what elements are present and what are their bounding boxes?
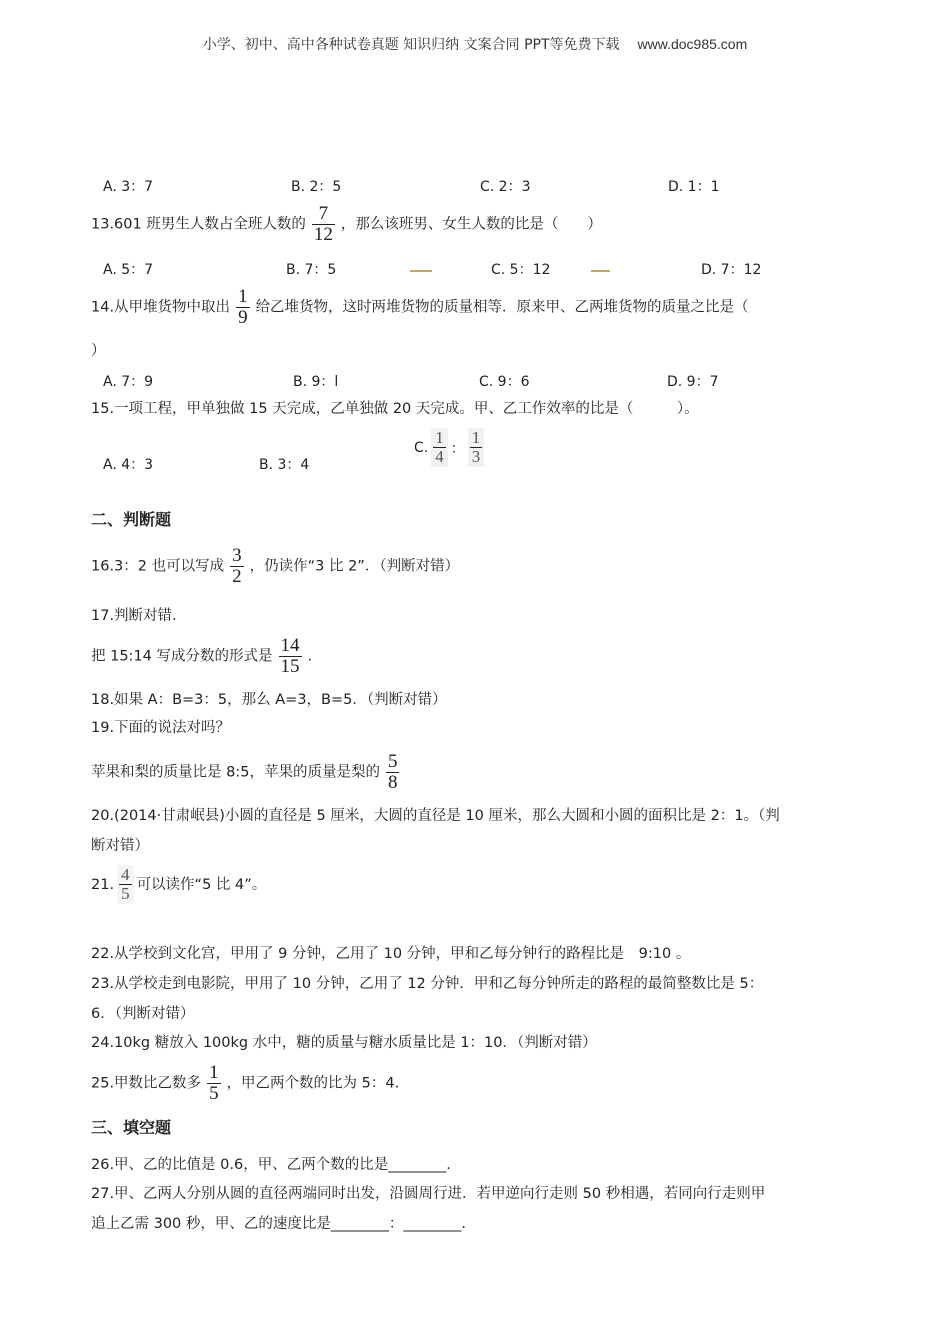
q27-line-1: 27.甲、乙两人分别从圆的直径两端同时出发，沿圆周行进．若甲逆向行走则 50 秒相遇，若同向行走则甲 xyxy=(91,1186,766,1202)
q13-option-a: A. 5：7 xyxy=(103,262,154,278)
q16-fraction xyxy=(230,546,244,587)
question-16 xyxy=(91,546,459,587)
q13-option-c: C. 5：12 xyxy=(491,262,551,278)
q19-fraction xyxy=(386,752,400,793)
q23-line-1: 23.从学校走到电影院，甲用了 10 分钟，乙用了 12 分钟．甲和乙每分钟所走的路程的最简整数比是 5： xyxy=(91,976,764,992)
question-17 xyxy=(91,636,312,677)
q14-text-post: 给乙堆货物，这时两堆货物的质量相等．原来甲、乙两堆货物的质量之比是（ xyxy=(255,299,749,316)
question-13 xyxy=(91,204,602,245)
q25-frac-den: 5 xyxy=(209,1083,219,1104)
q21-text-post: 可以读作“5 比 4”。 xyxy=(136,876,267,893)
q15-c-frac2-num: 1 xyxy=(471,428,481,447)
q16-frac-den: 2 xyxy=(232,566,242,587)
section-2-heading: 二、判断题 xyxy=(91,510,172,529)
q20-line-2: 断对错） xyxy=(91,838,149,854)
q13-frac-den: 12 xyxy=(313,224,333,245)
q14-option-a: A. 7：9 xyxy=(103,374,154,390)
q25-fraction xyxy=(207,1063,221,1104)
q20-line-1: 20.(2014·甘肃岷县)小圆的直径是 5 厘米，大圆的直径是 10 厘米，那么大圆和小圆的面积比是 2：1。（判 xyxy=(91,808,780,824)
q15-c-separator: ： xyxy=(450,440,465,457)
question-15: 15.一项工程，甲单独做 15 天完成，乙单独做 20 天完成。甲、乙工作效率的比是（ ）。 xyxy=(91,401,699,417)
q25-text-post: ，甲乙两个数的比为 5：4. xyxy=(226,1075,400,1092)
q19-frac-num: 5 xyxy=(387,751,398,772)
q13-frac-num: 7 xyxy=(318,203,329,224)
q17-frac-num: 14 xyxy=(280,635,300,656)
q21-fraction xyxy=(117,865,134,904)
q12-option-c: C. 2：3 xyxy=(480,179,531,195)
q13-option-d: D. 7：12 xyxy=(701,262,762,278)
q17-text-pre: 把 15:14 写成分数的形式是 xyxy=(91,648,273,665)
q17-text-post: . xyxy=(307,648,313,665)
section-3-heading: 三、填空题 xyxy=(91,1118,172,1137)
q17-line-1: 17.判断对错. xyxy=(91,608,177,624)
q15-option-a: A. 4：3 xyxy=(103,457,154,473)
question-18: 18.如果 A：B=3：5，那么 A=3，B=5．（判断对错） xyxy=(91,692,447,708)
q13-text-pre: 13.601 班男生人数占全班人数的 xyxy=(91,216,306,233)
q14-frac-num: 1 xyxy=(238,286,248,307)
q14-option-c: C. 9：6 xyxy=(479,374,530,390)
q16-text-pre: 16.3：2 也可以写成 xyxy=(91,558,225,575)
q14-option-d: D. 9：7 xyxy=(667,374,719,390)
q13-option-b: B. 7：5 xyxy=(286,262,337,278)
page-header xyxy=(0,34,950,54)
q14-text-pre: 14.从甲堆货物中取出 xyxy=(91,299,231,316)
q19-frac-den: 8 xyxy=(387,772,398,793)
question-14 xyxy=(91,287,749,328)
q17-fraction xyxy=(279,636,302,677)
q15-c-fraction-2 xyxy=(468,428,485,467)
q12-option-a: A. 3：7 xyxy=(103,179,154,195)
q25-frac-num: 1 xyxy=(209,1062,219,1083)
header-url: www.doc985.com xyxy=(637,36,748,52)
question-22: 22.从学校到文化宫，甲用了 9 分钟，乙用了 10 分钟，甲和乙每分钟行的路程比是 9:10 。 xyxy=(91,946,691,962)
q19-text-pre: 苹果和梨的质量比是 8:5，苹果的质量是梨的 xyxy=(91,764,380,781)
q13-text-post: ，那么该班男、女生人数的比是（ ） xyxy=(340,216,602,233)
q27-line-2: 追上乙需 300 秒，甲、乙的速度比是________：________. xyxy=(91,1216,467,1232)
q12-option-b: B. 2：5 xyxy=(291,179,342,195)
q15-option-c-label: C. xyxy=(414,439,429,456)
q15-c-frac1-den: 4 xyxy=(435,447,444,466)
q14-text-post2: ） xyxy=(91,343,106,359)
q15-c-frac2-den: 3 xyxy=(471,447,481,466)
decorative-mark xyxy=(591,270,610,272)
question-25 xyxy=(91,1063,399,1104)
q23-line-2: 6．（判断对错） xyxy=(91,1006,195,1022)
q13-fraction xyxy=(312,204,335,245)
q19-line-1: 19.下面的说法对吗？ xyxy=(91,720,231,736)
q12-option-d: D. 1：1 xyxy=(668,179,720,195)
q16-frac-num: 3 xyxy=(232,545,242,566)
q14-frac-den: 9 xyxy=(238,307,248,328)
question-24: 24.10kg 糖放入 100kg 水中，糖的质量与糖水质量比是 1：10．（判断对错） xyxy=(91,1035,597,1051)
decorative-mark xyxy=(410,270,432,272)
q15-option-c xyxy=(414,428,487,467)
q14-fraction xyxy=(236,287,250,328)
q25-text-pre: 25.甲数比乙数多 xyxy=(91,1075,202,1092)
question-19 xyxy=(91,752,405,793)
q16-text-post: ，仍读作“3 比 2”．（判断对错） xyxy=(249,558,460,575)
q21-number: 21. xyxy=(91,876,115,893)
header-text: 小学、初中、高中各种试卷真题 知识归纳 文案合同 PPT等免费下载 xyxy=(202,37,620,53)
q17-frac-den: 15 xyxy=(280,656,300,677)
q14-option-b: B. 9：l xyxy=(293,374,339,390)
q15-c-frac1-num: 1 xyxy=(435,428,444,447)
question-21 xyxy=(91,865,266,904)
q21-frac-num: 4 xyxy=(121,865,130,884)
q21-frac-den: 5 xyxy=(121,884,130,903)
q15-c-fraction-1 xyxy=(431,428,448,467)
q15-option-b: B. 3：4 xyxy=(259,457,310,473)
question-26: 26.甲、乙的比值是 0.6，甲、乙两个数的比是________. xyxy=(91,1157,451,1173)
